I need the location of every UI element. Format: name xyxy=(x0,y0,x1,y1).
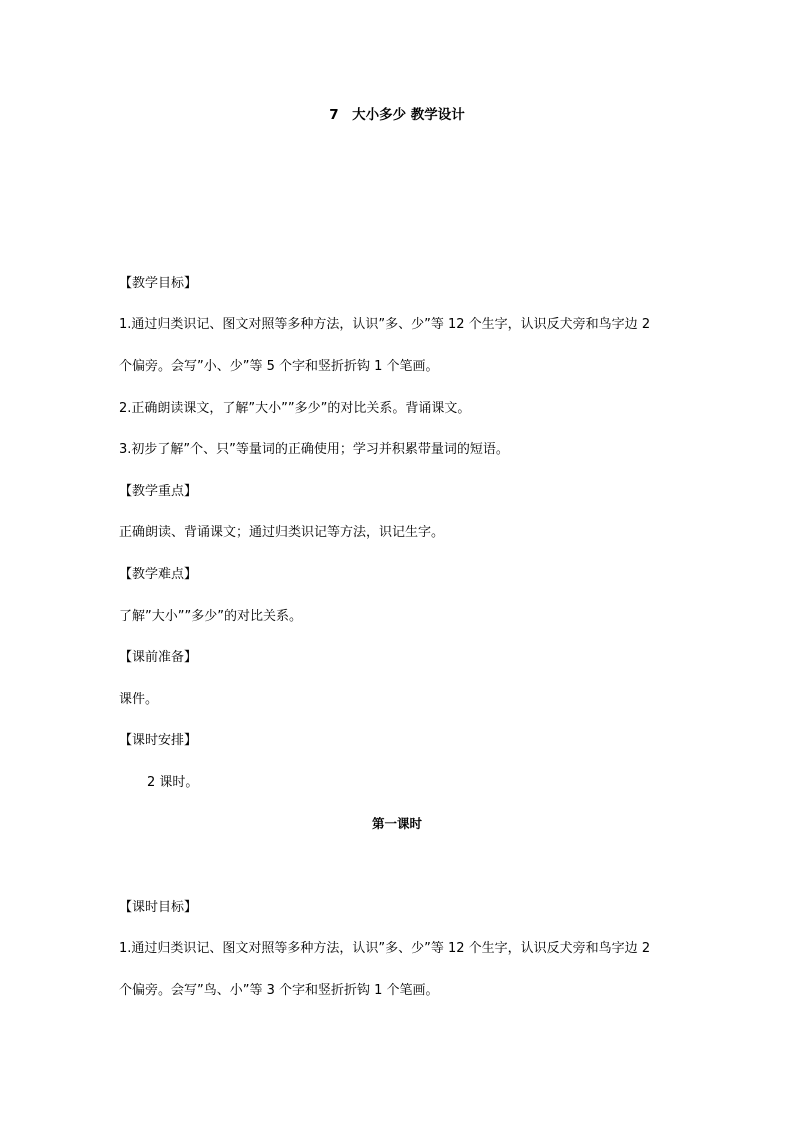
goal-item-3: 3.初步了解”个、只”等量词的正确使用；学习并积累带量词的短语。 xyxy=(119,442,509,457)
difficulties-text: 了解”大小””多少”的对比关系。 xyxy=(119,609,302,624)
section-heading-key-points: 【教学重点】 xyxy=(119,484,198,499)
lesson-1-title: 第一课时 xyxy=(371,816,422,831)
section-heading-preparation: 【课前准备】 xyxy=(119,650,198,665)
goal-item-1-line-1: 1.通过归类识记、图文对照等多种方法，认识”多、少”等 12 个生字，认识反犬旁和鸟字边 2 xyxy=(119,317,651,332)
lesson-goal-1-line-2: 个偏旁。会写”鸟、小”等 3 个字和竖折折钩 1 个笔画。 xyxy=(119,983,439,998)
section-heading-teaching-goals: 【教学目标】 xyxy=(119,276,198,291)
schedule-text: 2 课时。 xyxy=(147,775,199,790)
document-title: 7 大小多少 教学设计 xyxy=(329,107,465,123)
preparation-text: 课件。 xyxy=(119,692,159,707)
goal-item-2: 2.正确朗读课文，了解”大小””多少”的对比关系。背诵课文。 xyxy=(119,401,471,416)
section-heading-lesson-goals: 【课时目标】 xyxy=(119,900,198,915)
goal-item-1-line-2: 个偏旁。会写”小、少”等 5 个字和竖折折钩 1 个笔画。 xyxy=(119,359,439,374)
lesson-goal-1-line-1: 1.通过归类识记、图文对照等多种方法，认识”多、少”等 12 个生字，认识反犬旁和鸟字边 2 xyxy=(119,941,651,956)
key-points-text: 正确朗读、背诵课文；通过归类识记等方法，识记生字。 xyxy=(119,525,445,540)
section-heading-schedule: 【课时安排】 xyxy=(119,733,198,748)
section-heading-difficulties: 【教学难点】 xyxy=(119,567,198,582)
